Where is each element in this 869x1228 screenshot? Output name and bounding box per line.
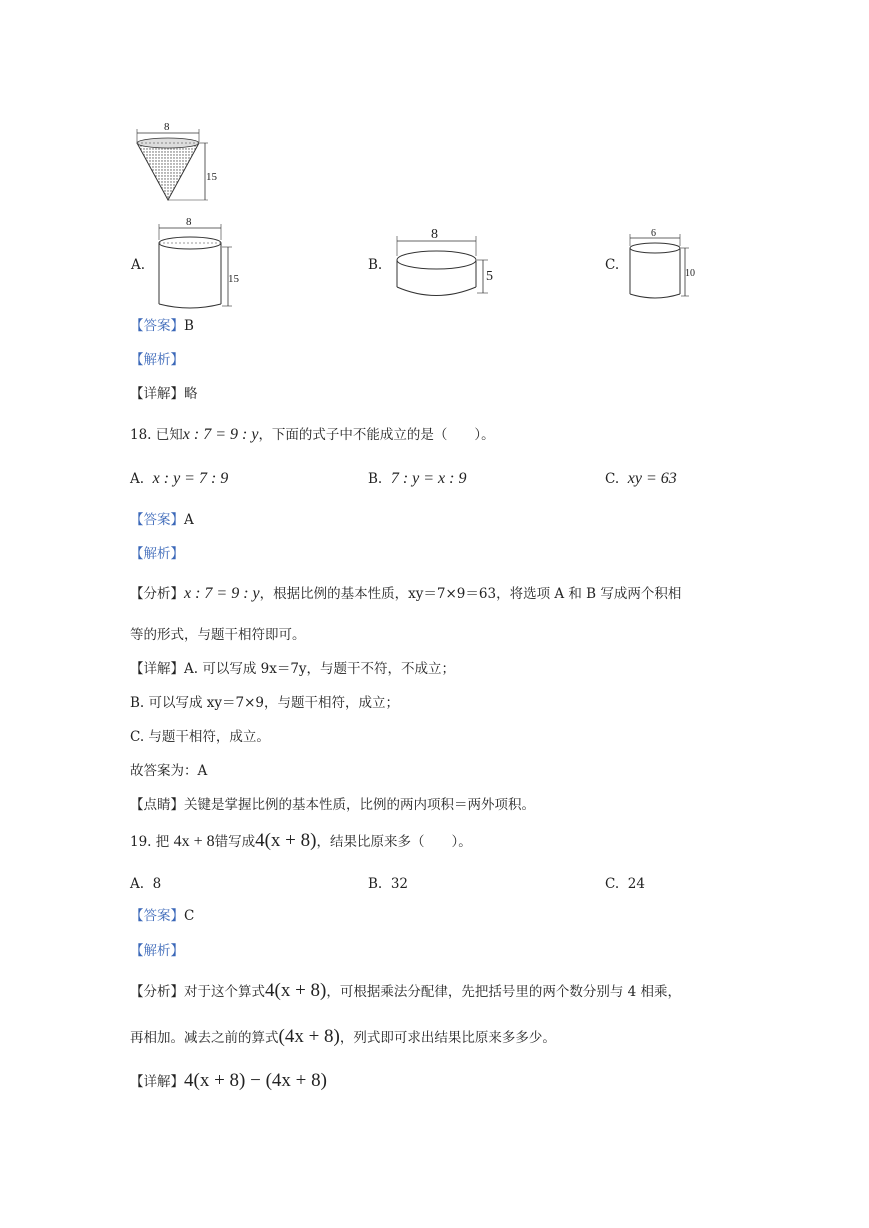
option-label: B. xyxy=(368,876,383,892)
q18-option-b xyxy=(368,470,466,488)
cylinder-c-height-label: 10 xyxy=(685,268,695,279)
dianjing-text: 关键是掌握比例的基本性质，比例的两内项积＝两外项积。 xyxy=(184,797,535,813)
fenxi-expression: 4(x + 8) xyxy=(265,980,327,1001)
cone-height-label: 15 xyxy=(206,171,217,183)
cone-figure xyxy=(128,118,228,208)
stem-text-pre: 把 xyxy=(155,834,170,850)
answer-value: A xyxy=(184,512,194,528)
option-label: A. xyxy=(130,876,145,892)
fig-option-b-label: B. xyxy=(368,257,383,273)
q18-dianjing-line xyxy=(130,796,535,814)
option-expression: 7 : y = x : 9 xyxy=(390,470,467,487)
detail-tag: 【详解】 xyxy=(130,386,184,402)
q19-stem xyxy=(130,832,472,851)
fenxi-text-pre: 再相加。减去之前的算式 xyxy=(130,1030,279,1046)
option-expression: xy = 63 xyxy=(627,470,677,487)
answer-tag: 【答案】 xyxy=(130,908,184,924)
fenxi-text-post: ，列式即可求出结果比原来多多少。 xyxy=(339,1030,556,1046)
stem-text-pre: 已知 xyxy=(155,427,183,443)
q17-answer-line xyxy=(130,317,194,335)
stem-text-post: ，下面的式子中不能成立的是（ ）。 xyxy=(258,427,495,443)
q19-option-a xyxy=(130,875,161,893)
fenxi-text: ，可根据乘法分配律，先把括号里的两个数分别与 4 相乘， xyxy=(326,984,682,1000)
q18-fenxi-line1 xyxy=(130,585,681,603)
q19-fenxi-line2 xyxy=(130,1028,556,1047)
fenxi-tag: 【分析】 xyxy=(130,586,184,602)
option-label: C. xyxy=(605,471,620,487)
fig-option-c-label: C. xyxy=(605,257,620,273)
cylinder-a-diameter-label: 8 xyxy=(186,216,192,228)
cylinder-b-figure xyxy=(392,220,502,306)
q18-fenxi-line2: 等的形式，与题干相符即可。 xyxy=(130,627,306,643)
q19-answer-line xyxy=(130,907,194,925)
fenxi-expression-2: (4x + 8) xyxy=(278,1026,340,1047)
answer-value: C xyxy=(184,908,195,924)
cylinder-c-figure xyxy=(625,226,705,302)
stem-expression: x : 7 = 9 : y xyxy=(182,426,259,443)
fenxi-expression: x : 7 = 9 : y xyxy=(184,585,260,602)
q17-analysis-tag: 【解析】 xyxy=(130,352,184,368)
detail-expression: 4(x + 8) − (4x + 8) xyxy=(184,1070,327,1091)
fig-option-a-label: A. xyxy=(131,257,146,273)
q18-answer-line xyxy=(130,511,194,529)
detail-text: A. 可以写成 9x＝7y，与题干不符，不成立； xyxy=(184,661,456,677)
option-value: 8 xyxy=(152,876,162,892)
q18-detail-line3: C. 与题干相符，成立。 xyxy=(130,729,270,745)
stem-text-mid: 错写成 xyxy=(214,834,256,850)
answer-tag: 【答案】 xyxy=(130,512,184,528)
detail-tag: 【详解】 xyxy=(130,1074,184,1090)
q19-detail-line xyxy=(130,1072,327,1091)
question-number: 19. xyxy=(130,834,152,850)
q18-detail-line1 xyxy=(130,660,455,678)
q19-fenxi-line1 xyxy=(130,982,681,1001)
q18-detail-line2: B. 可以写成 xy＝7×9，与题干相符，成立； xyxy=(130,695,400,711)
option-expression: x : y = 7 : 9 xyxy=(152,470,229,487)
q18-option-a xyxy=(130,470,228,488)
option-value: 24 xyxy=(627,876,645,892)
fenxi-text-pre: 对于这个算式 xyxy=(184,984,265,1000)
q19-option-c xyxy=(605,875,645,893)
option-value: 32 xyxy=(390,876,408,892)
option-label: A. xyxy=(130,471,145,487)
answer-tag: 【答案】 xyxy=(130,318,184,334)
q18-analysis-tag: 【解析】 xyxy=(130,546,184,562)
q19-option-b xyxy=(368,875,408,893)
fenxi-tag: 【分析】 xyxy=(130,984,184,1000)
option-label: C. xyxy=(605,876,620,892)
answer-value: B xyxy=(184,318,194,334)
q18-final-answer: 故答案为：A xyxy=(130,763,208,779)
cylinder-b-diameter-label: 8 xyxy=(431,227,438,242)
option-label: B. xyxy=(368,471,383,487)
cylinder-b-height-label: 5 xyxy=(486,269,493,284)
cone-diameter-label: 8 xyxy=(164,121,170,133)
q18-stem xyxy=(130,426,495,444)
cylinder-a-figure xyxy=(150,216,245,312)
detail-text: 略 xyxy=(184,386,198,402)
fenxi-text: ，根据比例的基本性质，xy＝7×9＝63，将选项 A 和 B 写成两个积相 xyxy=(259,586,682,602)
stem-expression-2: 4(x + 8) xyxy=(255,830,317,851)
dianjing-tag: 【点睛】 xyxy=(130,797,184,813)
cylinder-a-height-label: 15 xyxy=(228,273,239,285)
stem-text-post: ，结果比原来多（ ）。 xyxy=(316,834,472,850)
detail-tag: 【详解】 xyxy=(130,661,184,677)
stem-expression-1: 4x + 8 xyxy=(173,833,215,850)
question-number: 18. xyxy=(130,427,152,443)
q19-analysis-tag: 【解析】 xyxy=(130,943,184,959)
q17-detail-line xyxy=(130,385,198,403)
cylinder-c-diameter-label: 6 xyxy=(651,228,656,239)
q18-option-c xyxy=(605,470,677,488)
